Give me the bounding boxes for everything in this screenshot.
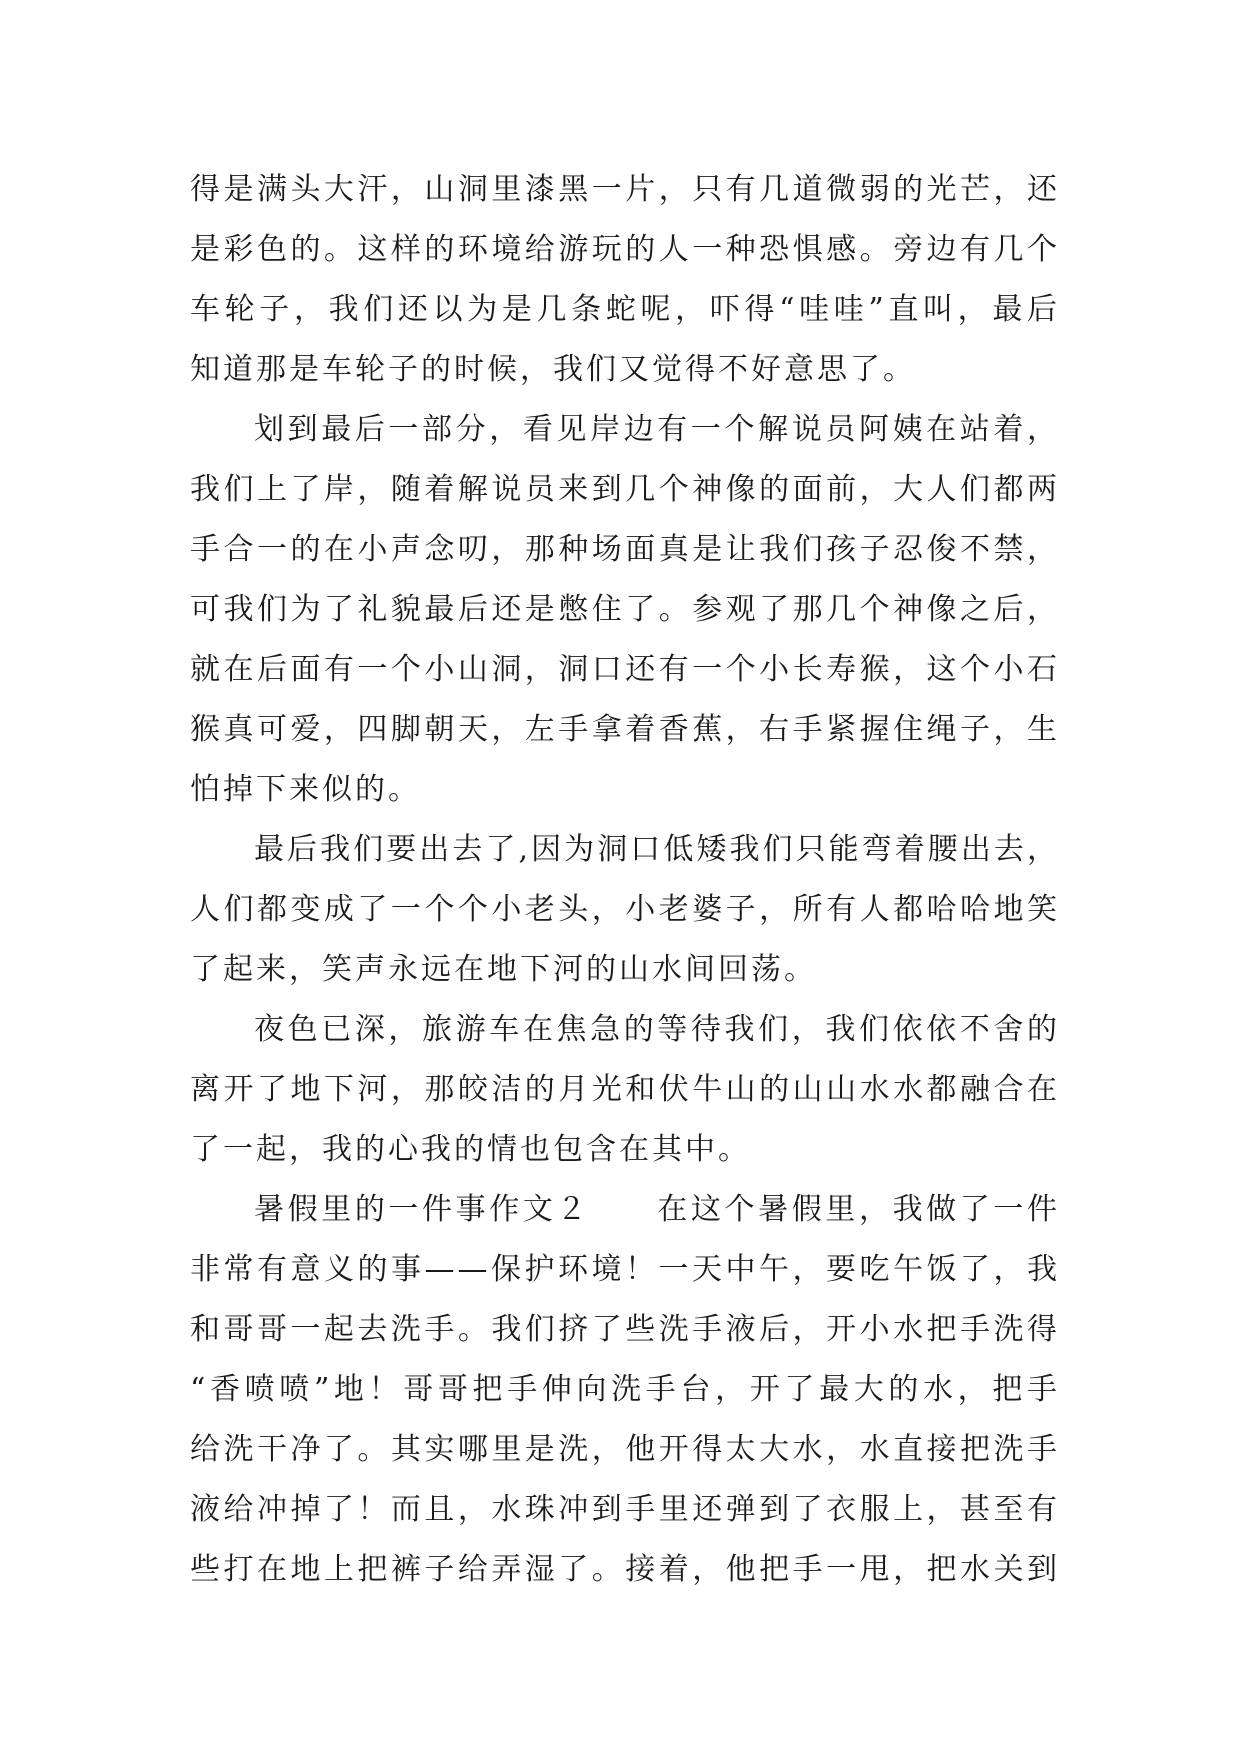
text-line: 就在后面有一个小山洞，洞口还有一个小长寿猴，这个小石 (190, 652, 1060, 687)
text-line: 可我们为了礼貌最后还是憋住了。参观了那几个神像之后， (190, 592, 1060, 627)
text-line: 车轮子，我们还以为是几条蛇呢，吓得“哇哇”直叫，最后 (190, 292, 1060, 327)
text-line: 暑假里的一件事作文２ 在这个暑假里，我做了一件 (254, 1192, 1060, 1227)
essay-body (190, 160, 1060, 1600)
text-line: 知道那是车轮子的时候，我们又觉得不好意思了。 (190, 352, 916, 387)
text-line: 和哥哥一起去洗手。我们挤了些洗手液后，开小水把手洗得 (190, 1312, 1060, 1347)
text-line: 了起来，笑声永远在地下河的山水间回荡。 (190, 952, 817, 987)
text-line: 猴真可爱，四脚朝天，左手拿着香蕉，右手紧握住绳子，生 (190, 712, 1060, 747)
text-line: 了一起，我的心我的情也包含在其中。 (190, 1132, 751, 1167)
text-line: 得是满头大汗，山洞里漆黑一片，只有几道微弱的光芒，还 (190, 172, 1060, 207)
text-line: 些打在地上把裤子给弄湿了。接着，他把手一甩，把水关到 (190, 1552, 1060, 1587)
text-line: 给洗干净了。其实哪里是洗，他开得太大水，水直接把洗手 (190, 1432, 1060, 1467)
text-line: 液给冲掉了！而且，水珠冲到手里还弹到了衣服上，甚至有 (190, 1492, 1060, 1527)
paragraph (190, 1180, 1060, 1600)
paragraph (190, 400, 1060, 820)
text-line: 划到最后一部分，看见岸边有一个解说员阿姨在站着， (254, 412, 1060, 447)
text-line: 最后我们要出去了,因为洞口低矮我们只能弯着腰出去， (254, 832, 1060, 867)
text-line: 夜色已深，旅游车在焦急的等待我们，我们依依不舍的 (254, 1012, 1060, 1047)
paragraph (190, 1000, 1060, 1180)
text-line: 手合一的在小声念叨，那种场面真是让我们孩子忍俊不禁， (190, 532, 1060, 567)
text-line: 我们上了岸，随着解说员来到几个神像的面前，大人们都两 (190, 472, 1060, 507)
text-line: 人们都变成了一个个小老头，小老婆子，所有人都哈哈地笑 (190, 892, 1060, 927)
text-line: 非常有意义的事——保护环境！一天中午，要吃午饭了，我 (190, 1252, 1060, 1287)
paragraph (190, 820, 1060, 1000)
paragraph (190, 160, 1060, 400)
text-line: 离开了地下河，那皎洁的月光和伏牛山的山山水水都融合在 (190, 1072, 1060, 1107)
text-line: 是彩色的。这样的环境给游玩的人一种恐惧感。旁边有几个 (190, 232, 1060, 267)
text-line: 怕掉下来似的。 (190, 772, 421, 807)
text-line: “香喷喷”地！哥哥把手伸向洗手台，开了最大的水，把手 (190, 1372, 1060, 1407)
